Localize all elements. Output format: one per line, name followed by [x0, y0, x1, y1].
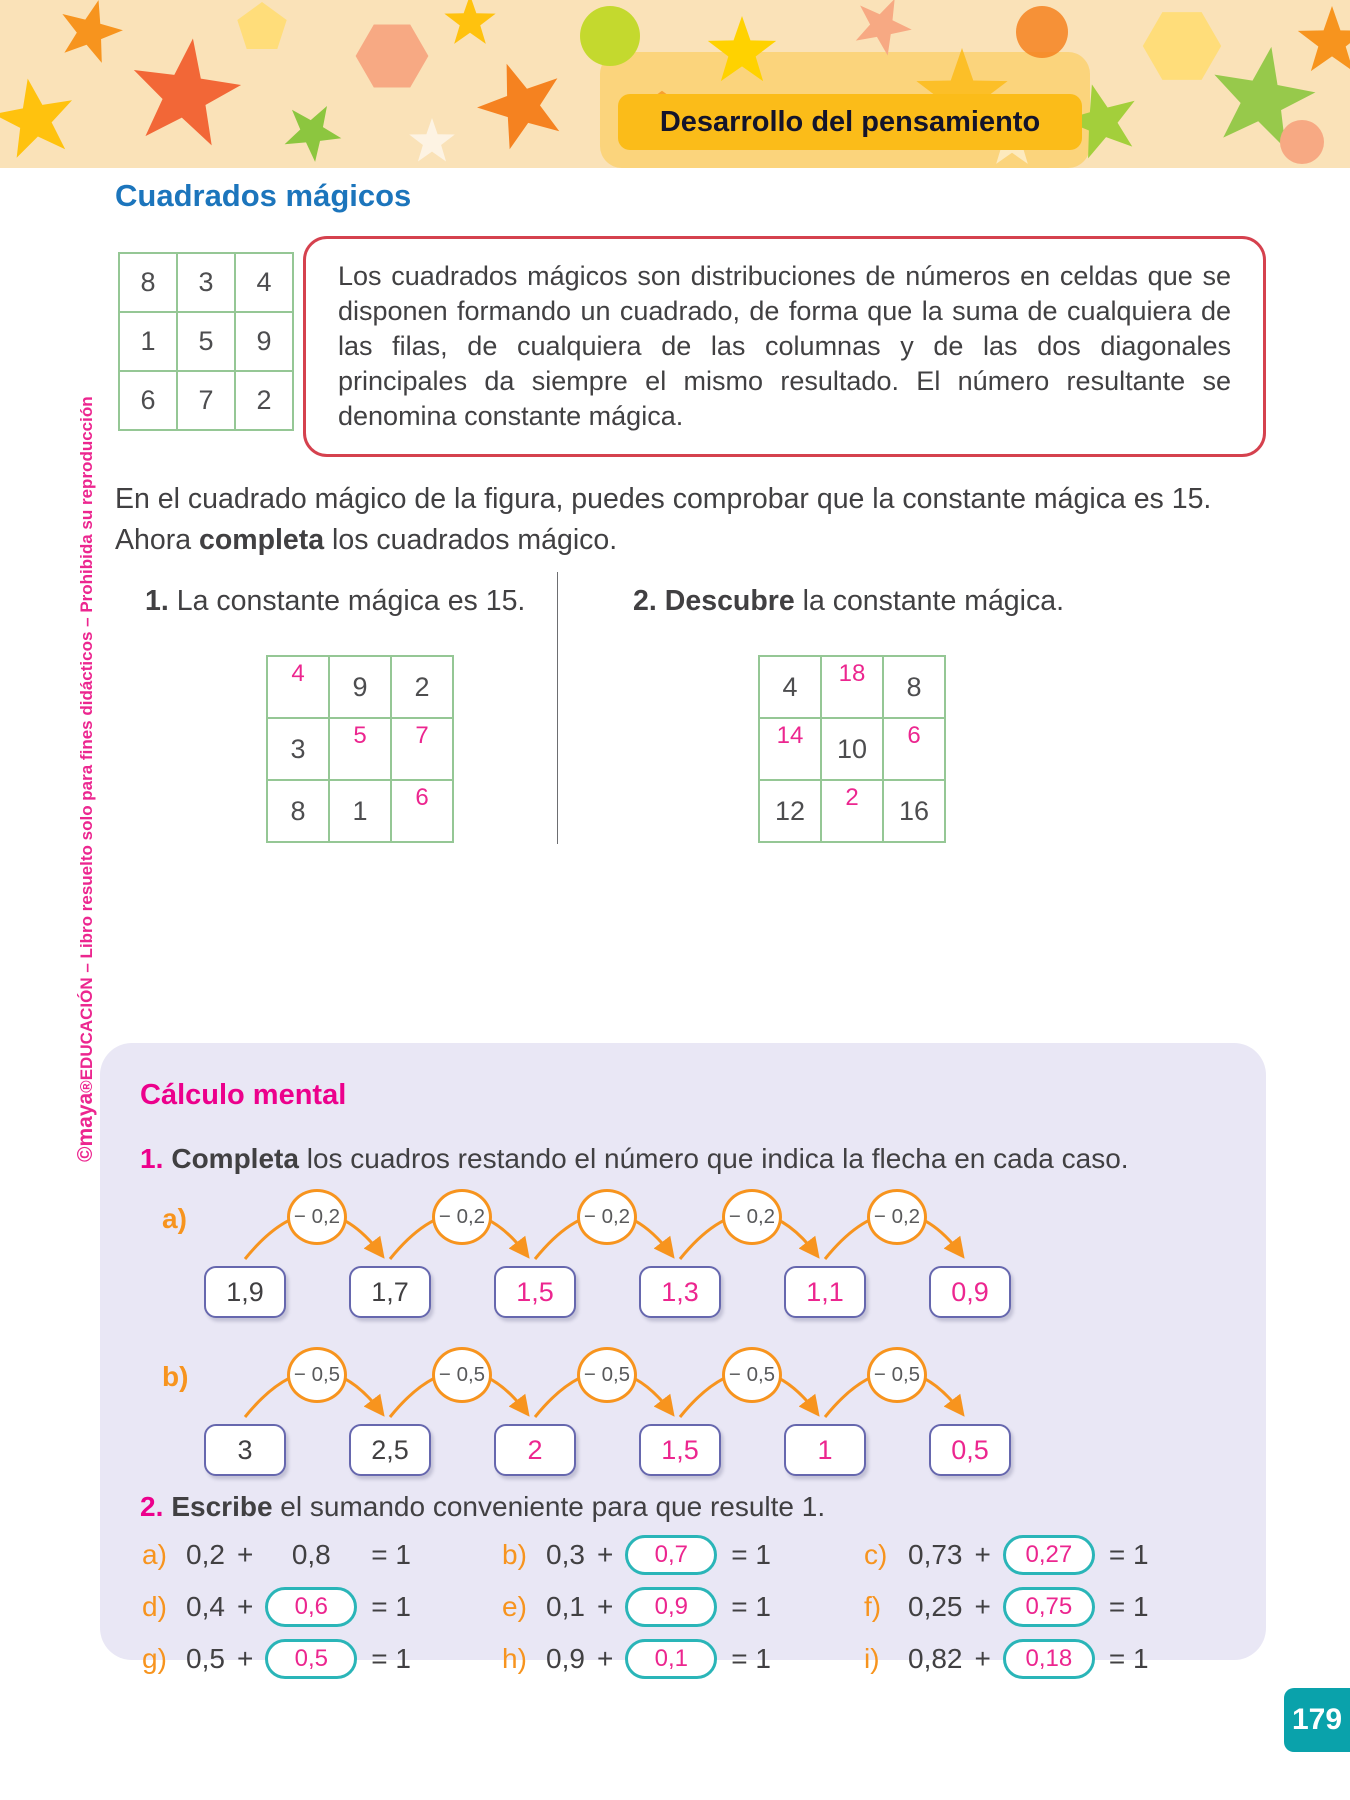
- plus-sign: +: [596, 1643, 614, 1674]
- equation-letter: g): [142, 1643, 167, 1674]
- addend: 0,5: [186, 1643, 225, 1674]
- step-circle: − 0,5: [867, 1347, 927, 1403]
- item-bold: Escribe: [171, 1491, 273, 1522]
- given-cell: 12: [759, 780, 821, 842]
- given-cell: 16: [883, 780, 945, 842]
- item-number: 2.: [140, 1491, 164, 1522]
- calc-instruction-1: [140, 1143, 1129, 1175]
- equals-one: = 1: [1108, 1591, 1149, 1622]
- magic-cell: 6: [119, 371, 177, 430]
- addend: 0,3: [546, 1539, 585, 1570]
- chain-box-answer[interactable]: 1,3: [639, 1266, 721, 1318]
- answer-cell[interactable]: 18: [821, 656, 883, 718]
- answer-cell[interactable]: 7: [391, 718, 453, 780]
- step-circle: − 0,5: [287, 1347, 347, 1403]
- plus-sign: +: [596, 1591, 614, 1622]
- given-cell: 2: [391, 656, 453, 718]
- addend: 0,4: [186, 1591, 225, 1622]
- paragraph-text: Ahora: [115, 524, 199, 557]
- chain-box-given: 2,5: [349, 1424, 431, 1476]
- definition-text: Los cuadrados mágicos son distribuciones de números en celdas que se disponen formando un cuadrado, de forma que la suma de cualquiera de las filas, de cualquiera de las columnas y de las dos diagonales principales da siempre el mismo resultado. El número resultante se denomina constante mágica.: [338, 261, 1231, 432]
- item-text: los cuadros restando el número que indica la flecha en cada caso.: [298, 1143, 1129, 1174]
- step-circle: − 0,2: [577, 1189, 637, 1245]
- item-number: 1.: [140, 1143, 164, 1174]
- answer-cell[interactable]: 4: [267, 656, 329, 718]
- equals-one: = 1: [371, 1643, 411, 1674]
- equation-row: [142, 1639, 1242, 1685]
- page-number: 179: [1291, 1703, 1343, 1736]
- publisher-logo: ©maya: [74, 1092, 97, 1162]
- answer-cell[interactable]: 6: [391, 780, 453, 842]
- plus-sign: +: [236, 1591, 254, 1622]
- magic-cell: 1: [119, 312, 177, 371]
- magic-cell: 3: [177, 253, 235, 312]
- calculo-mental-panel: [100, 1043, 1266, 1674]
- equation-a: [142, 1535, 411, 1575]
- equation-row: [142, 1587, 1242, 1633]
- exercise-bold: Descubre: [664, 585, 795, 617]
- equation-h: [502, 1639, 771, 1679]
- exercise-number: 2.: [633, 585, 657, 617]
- panel-title: Cálculo mental: [140, 1079, 347, 1111]
- equation-e: [502, 1587, 771, 1627]
- subtraction-chain-b: [195, 1344, 1025, 1484]
- equation-d: [142, 1587, 411, 1627]
- addend: 0,82: [908, 1643, 963, 1674]
- magic-cell: 7: [177, 371, 235, 430]
- equals-one: = 1: [1108, 1539, 1149, 1570]
- answer-oval[interactable]: 0,5: [265, 1639, 357, 1679]
- given-cell: 4: [759, 656, 821, 718]
- page-title: Cuadrados mágicos: [115, 178, 412, 213]
- answer-oval[interactable]: 0,7: [625, 1535, 717, 1575]
- addend: 0,1: [546, 1591, 585, 1622]
- given-cell: 8: [267, 780, 329, 842]
- equation-row: [142, 1535, 1242, 1581]
- equals-one: = 1: [371, 1591, 411, 1622]
- plus-sign: +: [596, 1539, 614, 1570]
- exercise-text: La constante mágica es 15.: [176, 585, 526, 617]
- chain-box-answer[interactable]: 1: [784, 1424, 866, 1476]
- answer-cell[interactable]: 5: [329, 718, 391, 780]
- addend: 0,9: [546, 1643, 585, 1674]
- chain-box-answer[interactable]: 1,1: [784, 1266, 866, 1318]
- equals-one: = 1: [731, 1591, 771, 1622]
- exercise-1-magic-square: [266, 655, 454, 843]
- paragraph-line: [115, 520, 1275, 561]
- step-circle: − 0,2: [432, 1189, 492, 1245]
- equation-letter: e): [502, 1591, 527, 1622]
- answer-oval[interactable]: 0,75: [1003, 1587, 1095, 1627]
- addend: 0,25: [908, 1591, 963, 1622]
- magic-cell: 8: [119, 253, 177, 312]
- copyright-text: ®EDUCACIÓN – Libro resuelto solo para fines didácticos – Prohibida su reproducción: [77, 396, 96, 1093]
- paragraph-text: los cuadrados mágico.: [324, 524, 618, 557]
- plus-sign: +: [974, 1591, 991, 1622]
- given-cell: 10: [821, 718, 883, 780]
- given-cell: 3: [267, 718, 329, 780]
- step-circle: − 0,2: [287, 1189, 347, 1245]
- answer-oval[interactable]: 0,1: [625, 1639, 717, 1679]
- intro-magic-square: [118, 252, 294, 431]
- page-number-badge: [1284, 1688, 1350, 1752]
- equals-one: = 1: [1108, 1643, 1149, 1674]
- chain-box-answer[interactable]: 0,9: [929, 1266, 1011, 1318]
- chain-box-given: 3: [204, 1424, 286, 1476]
- addend: 0,2: [186, 1539, 225, 1570]
- answer-oval[interactable]: 0,18: [1003, 1639, 1095, 1679]
- magic-cell: 9: [235, 312, 293, 371]
- exercise-2-magic-square: [758, 655, 946, 843]
- equation-c: [864, 1535, 1149, 1575]
- plus-sign: +: [236, 1539, 254, 1570]
- exercise-number: 1.: [145, 585, 169, 617]
- equation-b: [502, 1535, 771, 1575]
- step-circle: − 0,5: [577, 1347, 637, 1403]
- step-circle: − 0,5: [432, 1347, 492, 1403]
- chain-b-letter: b): [162, 1361, 189, 1392]
- answer-oval[interactable]: 0,27: [1003, 1535, 1095, 1575]
- answer-cell[interactable]: 14: [759, 718, 821, 780]
- equation-letter: d): [142, 1591, 167, 1622]
- magic-cell: 4: [235, 253, 293, 312]
- plus-sign: +: [236, 1643, 254, 1674]
- section-banner: [618, 94, 1082, 150]
- exercise-1-heading: [145, 585, 525, 618]
- step-circle: − 0,2: [722, 1189, 782, 1245]
- equals-one: = 1: [371, 1539, 411, 1570]
- calc-instruction-2: [140, 1491, 825, 1523]
- plus-sign: +: [974, 1539, 991, 1570]
- addend: 0,73: [908, 1539, 963, 1570]
- answer-oval[interactable]: 0,9: [625, 1587, 717, 1627]
- answer-cell[interactable]: 2: [821, 780, 883, 842]
- definition-box: [303, 236, 1266, 457]
- chain-box-answer[interactable]: 2: [494, 1424, 576, 1476]
- given-cell: 1: [329, 780, 391, 842]
- chain-box-answer[interactable]: 1,5: [639, 1424, 721, 1476]
- equation-letter: b): [502, 1539, 527, 1570]
- given-cell: 8: [883, 656, 945, 718]
- given-cell: 9: [329, 656, 391, 718]
- chain-a-letter: a): [162, 1203, 187, 1234]
- item-bold: Completa: [171, 1143, 299, 1174]
- exercise-2-heading: [633, 585, 1064, 618]
- chain-box-answer[interactable]: 1,5: [494, 1266, 576, 1318]
- equation-i: [864, 1639, 1149, 1679]
- equals-one: = 1: [731, 1643, 771, 1674]
- intro-paragraph: [115, 479, 1275, 562]
- exercise-text: la constante mágica.: [794, 585, 1065, 617]
- banner-label: Desarrollo del pensamiento: [659, 105, 1041, 138]
- chain-box-answer[interactable]: 0,5: [929, 1424, 1011, 1476]
- answer-cell[interactable]: 6: [883, 718, 945, 780]
- equation-letter: c): [864, 1539, 888, 1570]
- chain-box-given: 1,7: [349, 1266, 431, 1318]
- chain-box-given: 1,9: [204, 1266, 286, 1318]
- equation-g: [142, 1639, 411, 1679]
- item-text: el sumando conveniente para que resulte 1.: [272, 1491, 826, 1522]
- copyright-sidebar: [74, 396, 98, 1162]
- subtraction-chain-a: [195, 1186, 1025, 1326]
- plus-sign: +: [974, 1643, 991, 1674]
- step-circle: − 0,5: [722, 1347, 782, 1403]
- given-addend: 0,8: [291, 1539, 331, 1570]
- equation-letter: h): [502, 1643, 527, 1674]
- paragraph-line: En el cuadrado mágico de la figura, puedes comprobar que la constante mágica es 15.: [115, 483, 1212, 515]
- magic-cell: 5: [177, 312, 235, 371]
- equation-letter: f): [864, 1591, 882, 1622]
- answer-oval[interactable]: 0,6: [265, 1587, 357, 1627]
- column-divider: [557, 572, 558, 844]
- equals-one: = 1: [731, 1539, 771, 1570]
- magic-cell: 2: [235, 371, 293, 430]
- equation-f: [864, 1587, 1149, 1627]
- equation-letter: a): [142, 1539, 167, 1570]
- equation-letter: i): [864, 1643, 880, 1674]
- paragraph-bold: completa: [198, 524, 325, 557]
- step-circle: − 0,2: [867, 1189, 927, 1245]
